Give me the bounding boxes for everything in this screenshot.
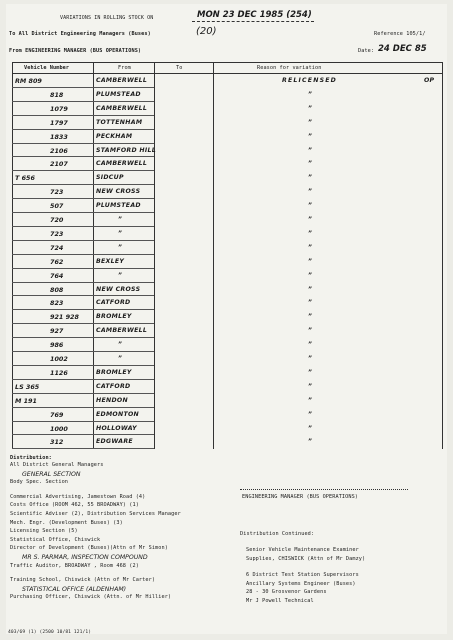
reference-label: Reference 105/1/ [374, 31, 426, 37]
row-rule [12, 115, 154, 116]
cell-from: CAMBERWELL [96, 77, 148, 84]
cell-reason: ” [308, 216, 312, 223]
cell-from: SIDCUP [96, 174, 124, 182]
cell-vehicle-number: T 656 [15, 174, 35, 183]
cell-reason: ” [308, 188, 312, 196]
signature-dotted-line [240, 489, 408, 490]
row-rule [12, 323, 154, 324]
cell-vehicle-number: M 191 [15, 396, 37, 405]
cell-vehicle-number: 764 [50, 271, 64, 280]
row-rule [12, 448, 154, 449]
cell-reason: ” [308, 90, 312, 98]
cell-vehicle-number: 986 [50, 341, 64, 350]
cell-vehicle-number: 1833 [50, 132, 68, 141]
cell-reason: ” [308, 313, 312, 321]
cell-vehicle-number: 808 [50, 285, 64, 294]
row-rule [12, 198, 154, 199]
cell-reason: ” [308, 410, 312, 418]
table-left-border [12, 62, 13, 449]
cell-vehicle-number: 723 [50, 229, 64, 238]
col-from: From [118, 65, 131, 71]
cell-reason: ” [308, 368, 312, 376]
distribution-item: GENERAL SECTION [22, 470, 81, 478]
cell-from: BROMLEY [96, 368, 132, 376]
distribution-continued: Distribution Continued: [240, 531, 315, 537]
cell-from: ” [118, 355, 122, 362]
distribution-right-item: Senior Vehicle Maintenance Examiner [246, 547, 359, 553]
row-rule [12, 143, 154, 144]
to-line: To All District Engineering Managers (Buses) [9, 31, 151, 37]
cell-from: PLUMSTEAD [96, 202, 141, 210]
cell-from: STAMFORD HILL [96, 146, 156, 154]
cell-vehicle-number: 1079 [50, 104, 68, 113]
cell-from: CATFORD [96, 382, 131, 390]
cell-from: HENDON [96, 396, 128, 404]
row-rule [12, 351, 154, 352]
cell-reason: ” [308, 132, 312, 140]
row-rule [12, 407, 154, 408]
cell-reason: ” [308, 355, 312, 362]
cell-vehicle-number: 1002 [50, 355, 68, 363]
col-reason: Reason for variation [257, 65, 322, 71]
document-page [6, 4, 447, 634]
from-line: From ENGINEERING MANAGER (BUS OPERATIONS) [9, 48, 142, 54]
cell-reason: ” [308, 327, 312, 335]
distribution-item: Body Spec. Section [10, 479, 69, 486]
cell-reason: ” [308, 299, 312, 307]
cell-vehicle-number: 921 928 [50, 313, 79, 322]
table-col-divider-3 [213, 62, 214, 449]
cell-from: PLUMSTEAD [96, 90, 141, 98]
cell-vehicle-number: 312 [50, 438, 64, 447]
cell-reason: ” [308, 424, 312, 432]
cell-vehicle-number: 1000 [50, 424, 68, 433]
distribution-item: Scientific Adviser (2), Distribution Services Manager [10, 511, 181, 517]
cell-vehicle-number: 2106 [50, 146, 68, 155]
cell-from: CAMBERWELL [96, 327, 148, 335]
cell-reason: ” [308, 396, 312, 404]
form-code: 403/69 (1) (2500 10/81 121/1) [8, 630, 92, 635]
cell-from: CAMBERWELL [96, 104, 148, 112]
cell-from: NEW CROSS [96, 285, 141, 293]
cell-note: OP [424, 77, 435, 84]
table-col-divider-2 [154, 62, 155, 449]
row-rule [12, 240, 154, 241]
distribution-item: Traffic Auditor, BROADWAY , Room 468 (2) [10, 562, 139, 569]
cell-from: CATFORD [96, 299, 131, 307]
cell-reason: ” [308, 104, 312, 112]
cell-from: BROMLEY [96, 313, 132, 321]
cell-reason: ” [308, 146, 312, 154]
distribution-item: Director of Development (Buses)(Attn of Mr Simon) [10, 545, 168, 552]
to-number: (20) [196, 26, 217, 37]
cell-vehicle-number: 720 [50, 216, 64, 224]
cell-vehicle-number: RM 809 [15, 77, 42, 85]
date-value: 24 DEC 85 [378, 44, 427, 54]
cell-vehicle-number: 927 [50, 327, 64, 336]
table-top-border [12, 62, 443, 63]
row-rule [12, 101, 154, 102]
cell-vehicle-number: 2107 [50, 160, 68, 169]
cell-vehicle-number: 724 [50, 243, 64, 252]
variations-label: VARIATIONS IN ROLLING STOCK ON [60, 15, 154, 21]
cell-from: ” [118, 341, 122, 349]
row-rule [12, 268, 154, 269]
cell-reason: ” [308, 118, 312, 126]
cell-from: NEW CROSS [96, 188, 141, 196]
distribution-right-item: 6 District Test Station Supervisors [246, 572, 359, 579]
distribution-item: Commercial Advertising, Jamestown Road (4) [10, 493, 146, 500]
col-to: To [176, 65, 183, 71]
cell-from: PECKHAM [96, 132, 133, 140]
cell-reason: ” [308, 174, 312, 182]
distribution-item: Mech. Engr. (Development Buses) (3) [10, 519, 123, 526]
handwritten-date: MON 23 DEC 1985 (254) [197, 10, 312, 20]
row-rule [12, 129, 154, 130]
row-rule [12, 282, 154, 283]
cell-from: CAMBERWELL [96, 160, 148, 168]
row-rule [12, 295, 154, 296]
cell-from: ” [118, 229, 122, 237]
cell-from: TOTTENHAM [96, 118, 143, 126]
distribution-item: Statistical Office, Chiswick [10, 536, 101, 543]
table-right-border [442, 62, 443, 449]
cell-from: HOLLOWAY [96, 424, 137, 432]
row-rule [12, 421, 154, 422]
distribution-item: All District General Managers [10, 462, 104, 468]
cell-vehicle-number: 762 [50, 257, 64, 266]
row-rule [12, 365, 154, 366]
row-rule [12, 337, 154, 338]
cell-vehicle-number: 723 [50, 188, 64, 197]
cell-vehicle-number: 507 [50, 202, 64, 211]
cell-reason: ” [308, 271, 312, 279]
row-rule [12, 212, 154, 213]
distribution-item: MR S. PARMAR, INSPECTION COMPOUND [22, 554, 148, 561]
cell-vehicle-number: 823 [50, 299, 64, 308]
distribution-right-item: Supplies, CHISWICK (Attn of Mr Damzy) [246, 555, 366, 562]
row-rule [12, 156, 154, 157]
cell-from: BEXLEY [96, 257, 125, 265]
cell-from: EDMONTON [96, 410, 140, 418]
cell-from: EDGWARE [96, 438, 133, 446]
cell-from: ” [118, 271, 122, 279]
row-rule [12, 170, 154, 171]
cell-vehicle-number: LS 365 [15, 382, 40, 391]
table-header-border [12, 73, 443, 74]
cell-reason: RELICENSED [282, 77, 338, 84]
distribution-item: Licensing Section (5) [10, 528, 78, 535]
cell-from: ” [118, 216, 122, 223]
cell-from: ” [118, 243, 122, 251]
cell-reason: ” [308, 438, 312, 446]
distribution-item: Purchasing Officer, Chiswick (Attn. of Mr Hillier) [10, 594, 172, 601]
distribution-right-item: Ancillary Systems Engineer (Buses) [246, 580, 356, 587]
distribution-signatory: ENGINEERING MANAGER (BUS OPERATIONS) [242, 494, 359, 500]
cell-vehicle-number: 818 [50, 90, 64, 99]
row-rule [12, 254, 154, 255]
date-label: Date: [358, 48, 375, 54]
cell-vehicle-number: 1126 [50, 368, 68, 377]
distribution-title: Distribution: [10, 455, 52, 461]
row-rule [12, 87, 154, 88]
distribution-right-item: 28 - 30 Grosvenor Gardens [246, 589, 327, 596]
distribution-right-item: Mr J Powell Technical [246, 598, 314, 604]
cell-reason: ” [308, 285, 312, 293]
cell-reason: ” [308, 382, 312, 390]
cell-reason: ” [308, 243, 312, 251]
cell-vehicle-number: 1797 [50, 118, 68, 127]
distribution-item: Training School, Chiswick (Attn of Mr Carter) [10, 577, 156, 584]
table-col-divider-1 [93, 62, 94, 449]
cell-vehicle-number: 769 [50, 410, 64, 419]
row-rule [12, 434, 154, 435]
distribution-item: STATISTICAL OFFICE (ALDENHAM) [22, 585, 127, 593]
cell-reason: ” [308, 160, 312, 168]
row-rule [12, 379, 154, 380]
row-rule [12, 226, 154, 227]
cell-reason: ” [308, 202, 312, 210]
distribution-item: Costs Office (ROOM 462, 55 BROADWAY) (1) [10, 502, 139, 509]
cell-reason: ” [308, 341, 312, 349]
cell-reason: ” [308, 257, 312, 265]
date-dotted-line [192, 21, 314, 22]
col-vehicle-number: Vehicle Number [24, 65, 70, 71]
row-rule [12, 393, 154, 394]
cell-reason: ” [308, 229, 312, 237]
row-rule [12, 184, 154, 185]
row-rule [12, 309, 154, 310]
